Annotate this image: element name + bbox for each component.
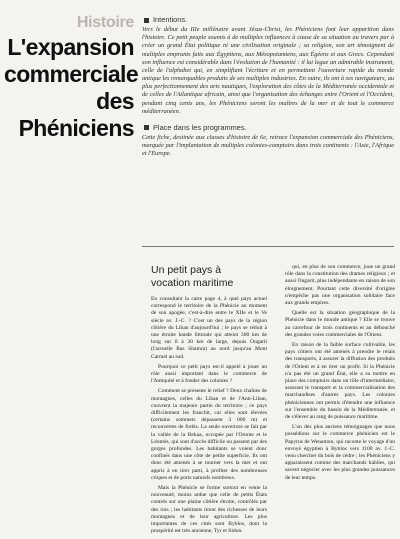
paragraph: L'un des plus anciens témoignages que nous possédions sur le commerce phénicien est le Papyrus de Wenamon, qui raconte le voyage d'un envoyé égyptien à Byblos vers 1100 av. J.-C. venu chercher du bois de cèdre ; les Phéniciens y apparaissent comme des marchands habiles, qui savent négocier avec les plus grandes puissances de leur temps.: [285, 424, 395, 481]
programmes-text: Cette fiche, destinée aux classes d'histoire de 6e, retrace l'expansion commerciale des Phéniciens, marquée par l'implantation de multiples colonies-comptoirs dans trois continents : l'Asie, l'Afrique et l'Europe.: [142, 134, 394, 158]
title-line: commerciale: [4, 61, 139, 87]
square-bullet-icon: [144, 18, 149, 23]
section-divider: [142, 246, 394, 247]
paragraph: qui, en plus de son commerce, joue un grand rôle dans la constitution des drames religieux ; et aussi Ougarit, plus indépendante en raison de son éloignement. Pourtant cette diversité d'origine n'empêche pas une organisation solidaire face aux grands empires.: [285, 264, 395, 307]
paragraph: En consultant la carte page 4, à quel pays actuel correspond le territoire de la Phénicie au moment de son apogée, c'est-à-dire entre le XIIe et le Ve siècle av. J.-C. ? C'est un des pays de la région côtière du Liban d'aujourd'hui ; le pays se réduit à une étroite bande littorale qui atteint 300 km de long sur 8 à 30 km de large, depuis Ougarit (l'actuelle Ras Shamra) au nord jusqu'au Mont Carmel au sud.: [151, 296, 267, 360]
paragraph: Pourquoi ce petit pays est-il appelé à jouer un rôle aussi important dans le commerce de l'Antiquité et à fonder des colonies ?: [151, 363, 267, 385]
title-line: des: [96, 88, 134, 114]
intentions-heading: [142, 16, 394, 24]
paragraph: En raison de la faible surface cultivable, les pays côtiers ont été amenés à prendre le relais des transports, à assurer la diffusion des produits de l'Orient et à en tirer un profit. Si la Phénicie n'a pas été un grand État, elle a su mettre en place des comptoirs dans un rôle d'intermédiaire, assurant le transport et la commercialisation des marchandises d'autres pays. Les colonies phéniciennes ont permis d'étendre une influence sur l'ensemble du bassin de la Méditerranée, et de s'élever au rang de puissance maritime.: [285, 342, 395, 421]
paragraph: Comment se présente le relief ? Deux chaînes de montagnes, celles du Liban et de l'Anti-Liban, couvrent la majeure partie du territoire ; ce pays difficilement les franchit, car elles sont élevées (certains sommets dépassent 3 000 m) et recouvertes de forêts. La seule ouverture se fait par la vallée de la Bekaa, occupée par l'Oronte et le Léontès, qui sont d'accès difficile ou passent par des gorges profondes. Les habitants se voient donc confinés dans une côte de petite superficie. Ils ont donc été amenés à se tourner vers la mer et ont appris à en tirer parti, à profiter des nombreuses criques et de ports naturels nombreux.: [151, 388, 267, 481]
page-title: [4, 34, 139, 142]
square-bullet-icon: [144, 125, 149, 130]
paragraph: Quelle est la situation géographique de la Phénicie dans le monde antique ? Elle se trouve au carrefour de trois continents et au débouché des grandes voies commerciales de l'Orient.: [285, 310, 395, 338]
section-kicker: Histoire: [76, 14, 134, 31]
title-block: [4, 14, 139, 142]
intentions-text: Vers le début du IIIe millénaire avant Jésus-Christ, les Phéniciens font leur apparition dans l'histoire. Ce petit peuple soumis à de multiples influences à cause de sa situation au travers par à créer un grand État politique ni une civilisation originale ; sa religion, son art témoignent de multiples emprunts faits aux Égyptiens, aux Mésopotamiens, aux Égéens et aux Grecs. Cependant son influence est considérable dans l'évolution de l'humanité : il lui legue un admirable instrument, celle de l'alphabet qui, en simplifiant l'écriture et en permettant l'ouverture rapide du monde antique les remarquables produits de ses multiples industries. En outre, ils ont à ses navigateurs, au plus perfectionnement des arts nautiques, l'exploration des côtes de la Méditerranée occidentale et de celles de l'Atlantique africain, ainsi que l'organisation des échanges entre l'Orient et l'Occident, pendant cinq cents ans, les Phéniciens seront les maîtres de la mer et de tout le commerce méditerranéen.: [142, 26, 394, 115]
article-column-right: [285, 264, 395, 485]
heading-text: Place dans les programmes.: [153, 122, 247, 132]
paragraph: Mais la Phénicie se forme surtout en vente la nouveauté, moins ardue que celle de petits États contrés sur une plaine côtière étroite, contrôlés par des rois ; les habitants tirent des richesses de leurs montagnes et de leur agriculture. Les plus importantes de ces cités sont Byblos, dont la prospérité est très ancienne, Tyr et Sidon.: [151, 485, 267, 535]
programmes-heading: [142, 124, 394, 132]
heading-text: Intentions.: [153, 15, 188, 24]
article-column-left: [151, 296, 267, 539]
article-title: Un petit pays à vocation maritime: [151, 264, 234, 289]
intro-block: [142, 16, 394, 159]
title-line: L'expansion: [7, 34, 134, 60]
title-line: Phéniciens: [18, 115, 134, 141]
